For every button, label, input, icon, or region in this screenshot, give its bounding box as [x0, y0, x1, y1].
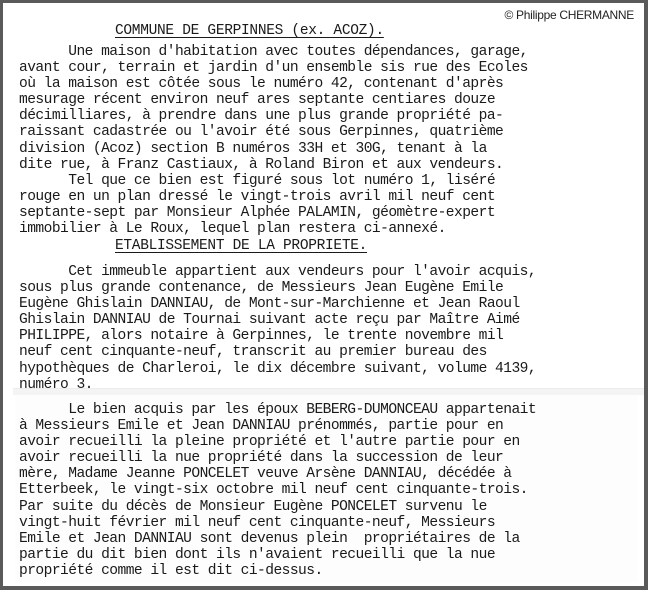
text-line: Eugène Ghislain DANNIAU, de Mont-sur-Marchienne et Jean Raoul: [19, 296, 520, 313]
text-line: neuf cent cinquante-neuf, transcrit au premier bureau des: [19, 344, 487, 361]
text-line: propriété comme il est dit ci-dessus.: [19, 562, 323, 579]
section-origin: [19, 402, 639, 579]
text-line: Tel que ce bien est figuré sous lot numéro 1, liséré: [19, 172, 496, 189]
text-line: partie du dit bien dont ils n'avaient recueilli que la nue: [19, 546, 496, 563]
text-line: numéro 3.: [19, 376, 93, 393]
text-line: Ghislain DANNIAU de Tournai suivant acte reçu par Maître Aimé: [19, 312, 520, 329]
text-line: immobilier à Le Roux, lequel plan restera ci-annexé.: [19, 221, 446, 238]
text-line: Etterbeek, le vingt-six octobre mil neuf cent cinquante-trois.: [19, 482, 528, 499]
text-line: à Messieurs Emile et Jean DANNIAU prénommés, partie pour en: [19, 418, 504, 435]
text-line: septante-sept par Monsieur Alphée PALAMIN, géomètre-expert: [19, 204, 496, 221]
text-line: vingt-huit février mil neuf cent cinquante-neuf, Messieurs: [19, 514, 496, 531]
text-line: mesurage récent environ neuf ares septante centiares douze: [19, 92, 496, 109]
text-line: raissant cadastrée ou l'avoir été sous Gerpinnes, quatrième: [19, 124, 504, 141]
text-line: hypothèques de Charleroi, le dix décembre suivant, volume 4139,: [19, 360, 537, 377]
text-line: décimilliares, à prendre dans une plus grande propriété pa-: [19, 108, 504, 125]
text-line: où la maison est côtée sous le numéro 42, contenant d'après: [19, 76, 504, 93]
document-title: COMMUNE DE GERPINNES (ex. ACOZ).: [115, 23, 384, 39]
text-line: Le bien acquis par les époux BEBERG-DUMONCEAU appartenait: [19, 402, 537, 418]
text-line: mère, Madame Jeanne PONCELET veuve Arsène DANNIAU, décédée à: [19, 466, 512, 483]
text-line: division (Acoz) section B numéros 33H et 30G, tenant à la: [19, 140, 487, 157]
text-line: avoir recueilli la nue propriété dans la succession de leur: [19, 450, 504, 467]
text-line: Cet immeuble appartient aux vendeurs pour l'avoir acquis,: [19, 264, 537, 280]
text-line: rouge en un plan dressé le vingt-trois avril mil neuf cent: [19, 188, 496, 205]
text-line: Une maison d'habitation avec toutes dépendances, garage,: [19, 44, 528, 60]
text-line: avant cour, terrain et jardin d'un ensemble sis rue des Ecoles: [19, 60, 528, 77]
text-line: avoir recueilli la pleine propriété et l'autre partie pour en: [19, 434, 520, 451]
text-line: sous plus grande contenance, de Messieurs Jean Eugène Emile: [19, 280, 504, 297]
section-etablissement: [19, 264, 639, 393]
text-line: PHILIPPE, alors notaire à Gerpinnes, le trente novembre mil: [19, 328, 504, 345]
text-line: Emile et Jean DANNIAU sont devenus plein propriétaires de la: [19, 530, 520, 547]
copyright-notice: © Philippe CHERMANNE: [504, 8, 634, 22]
section-heading-etablissement: ETABLISSEMENT DE LA PROPRIETE.: [115, 238, 368, 254]
section-description: [19, 44, 639, 237]
text-line: Par suite du décès de Monsieur Eugène PONCELET survenu le: [19, 498, 487, 515]
text-line: dite rue, à Franz Castiaux, à Roland Biron et aux vendeurs.: [19, 156, 504, 173]
